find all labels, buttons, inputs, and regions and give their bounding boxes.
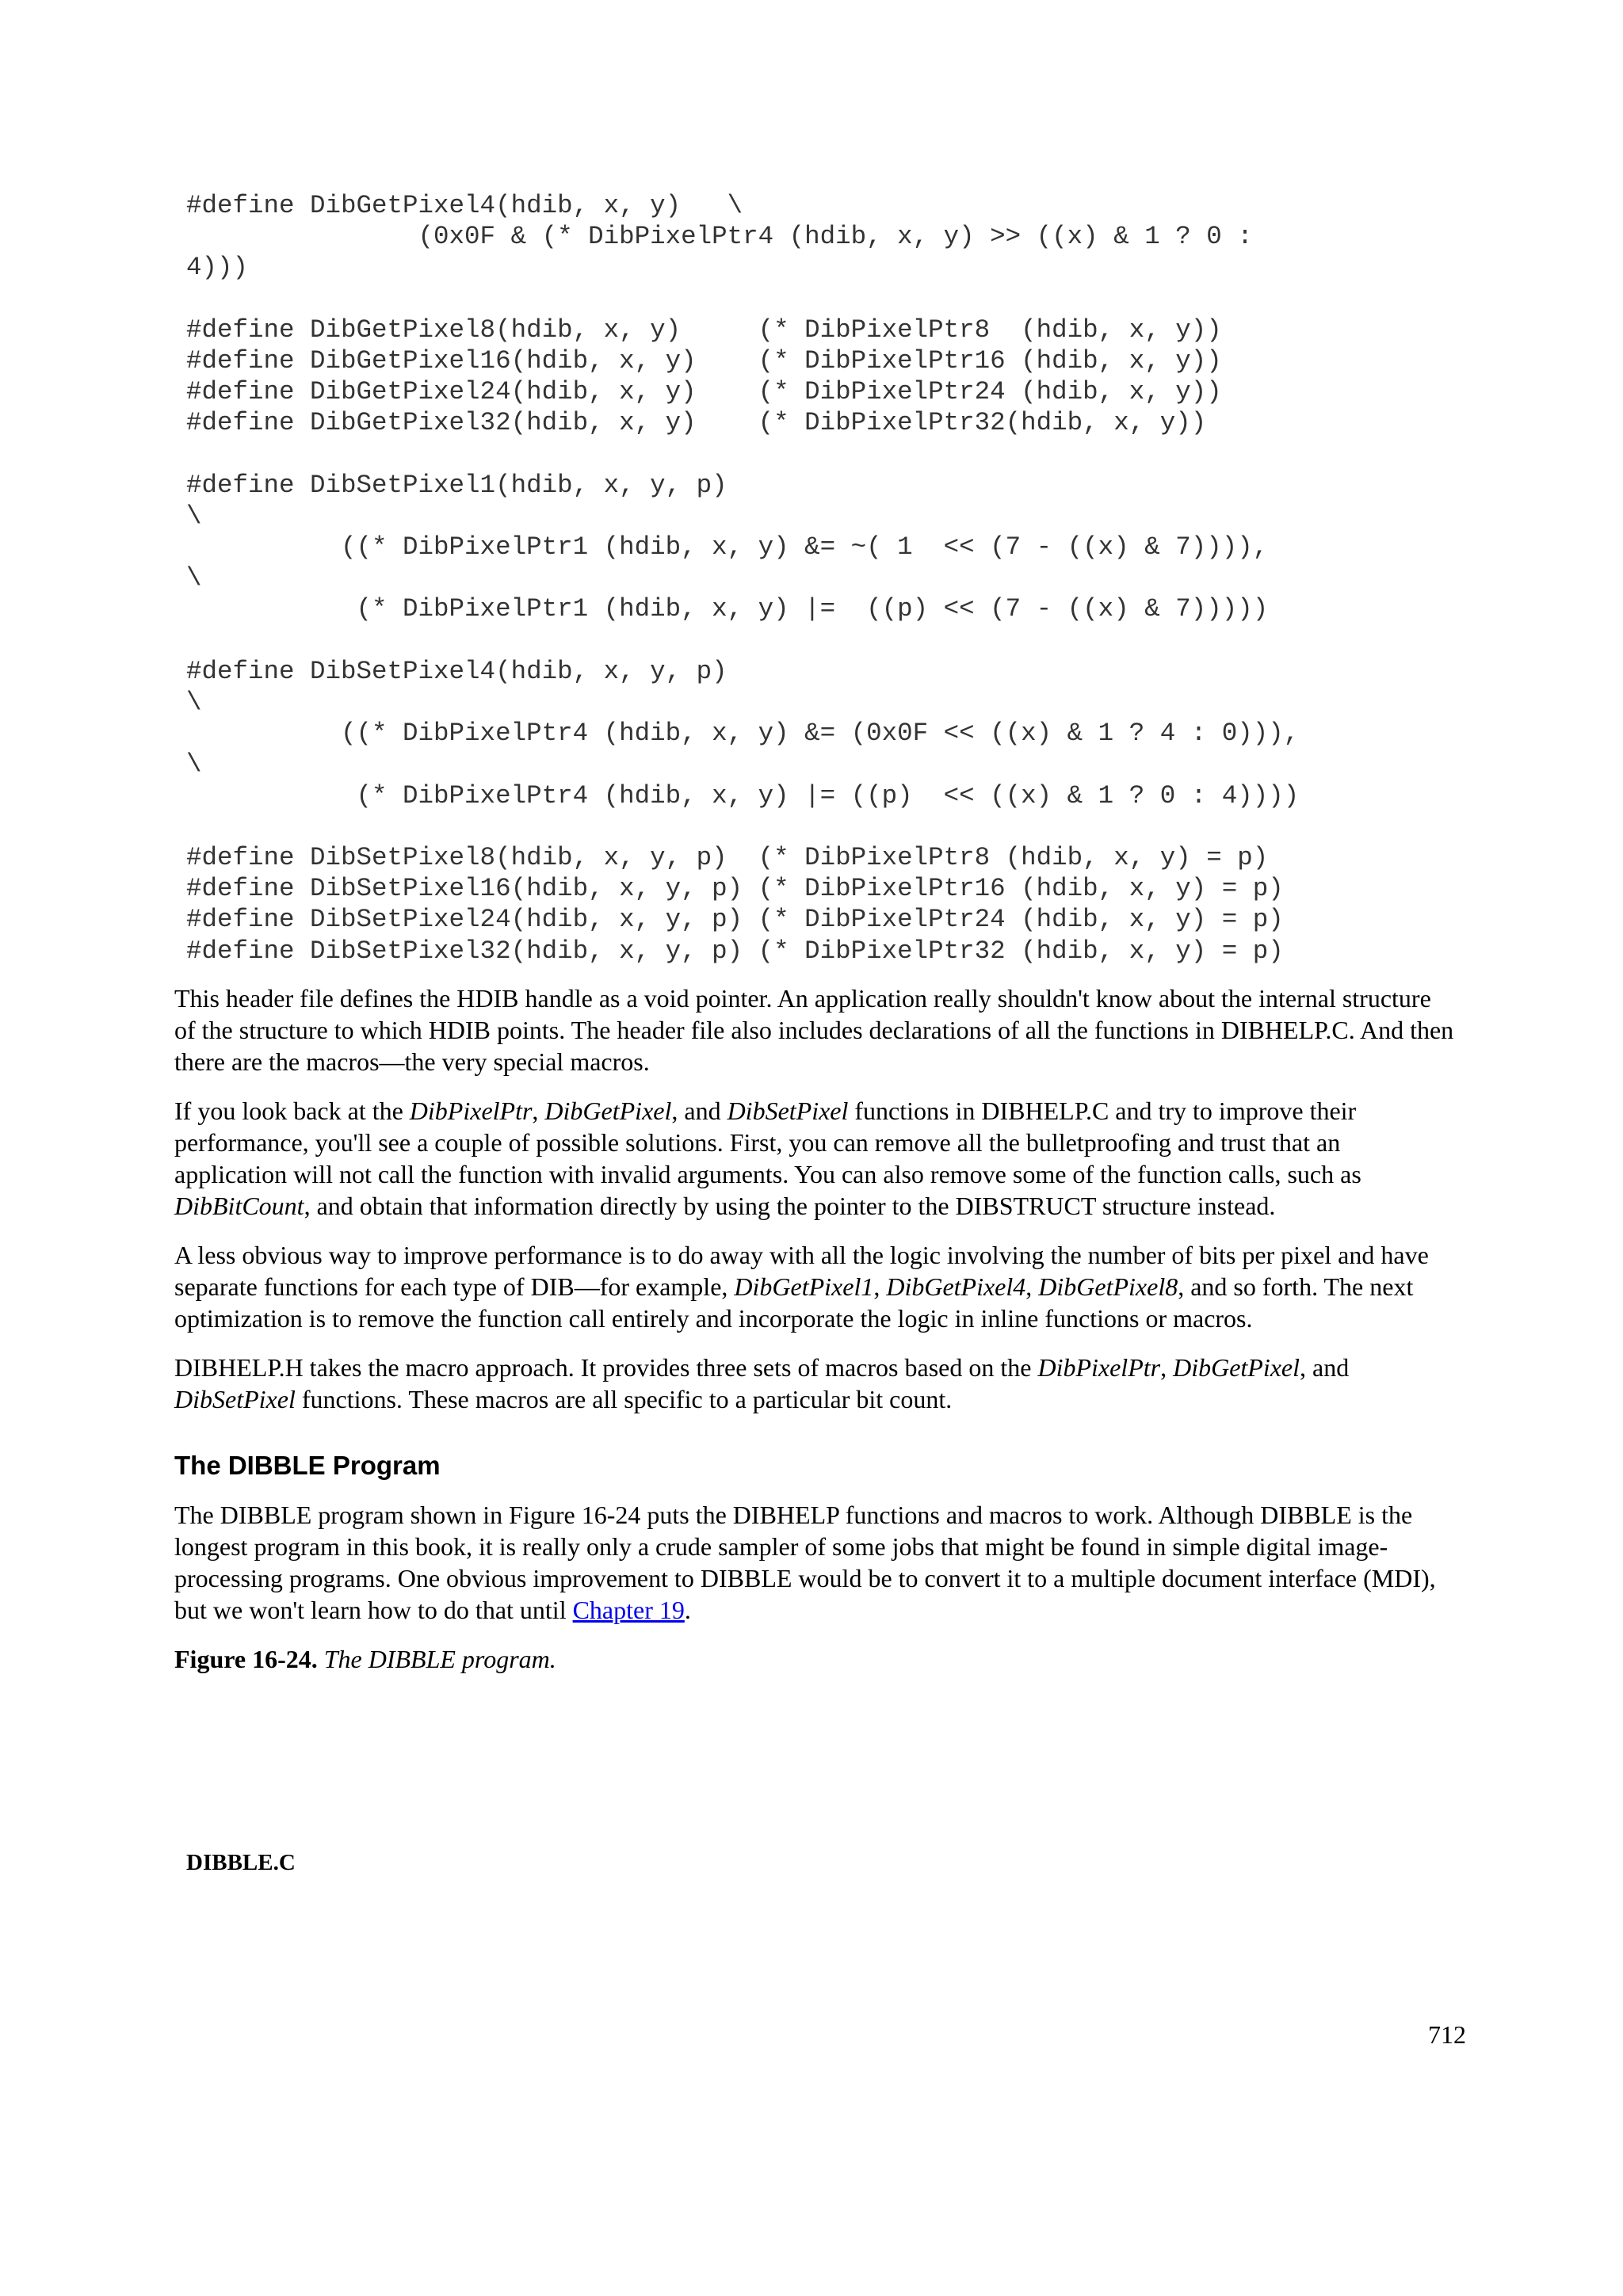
function-name: DibGetPixel1 <box>734 1272 874 1301</box>
code-line: #define DibGetPixel24(hdib, x, y) (* DibPixelPtr24 (hdib, x, y)) <box>186 377 1222 407</box>
function-name: DibPixelPtr <box>1037 1353 1161 1382</box>
function-name: DibGetPixel8 <box>1038 1272 1178 1301</box>
function-name: DibSetPixel <box>174 1385 296 1413</box>
chapter-19-link[interactable]: Chapter 19 <box>572 1596 685 1624</box>
function-name: DibPixelPtr <box>409 1097 533 1125</box>
function-name: DibGetPixel <box>1173 1353 1300 1382</box>
code-line <box>186 625 1299 656</box>
function-name: DibBitCount <box>174 1192 304 1220</box>
code-line: #define DibGetPixel4(hdib, x, y) \ <box>186 191 743 220</box>
code-line: #define DibSetPixel16(hdib, x, y, p) (* DibPixelPtr16 (hdib, x, y) = p) <box>186 874 1284 904</box>
code-listing <box>186 190 1299 967</box>
code-line: #define DibGetPixel8(hdib, x, y) (* DibPixelPtr8 (hdib, x, y)) <box>186 315 1222 345</box>
code-line: \ <box>186 501 202 531</box>
body-text <box>174 982 1458 1692</box>
listing-title: DIBBLE.C <box>186 1850 296 1875</box>
code-line: \ <box>186 688 202 717</box>
code-line: (0x0F & (* DibPixelPtr4 (hdib, x, y) >> ((x) & 1 ? 0 : <box>186 222 1253 252</box>
code-line: ((* DibPixelPtr1 (hdib, x, y) &= ~( 1 << (7 - ((x) & 7)))), <box>186 532 1269 563</box>
paragraph: DIBHELP.H takes the macro approach. It provides three sets of macros based on the DibPixelPtr, DibGetPixel, and DibSetPixel functions. These macros are all specific to a particular bit count. <box>174 1353 1350 1413</box>
paragraph: This header file defines the HDIB handle as a void pointer. An application really shouldn't know about the internal structure of the structure to which HDIB points. The header file also includes declarations of all the functions in DIBHELP.C. And then there are the macros—the very special macros. <box>174 984 1454 1076</box>
code-line: \ <box>186 749 202 780</box>
code-line: #define DibSetPixel8(hdib, x, y, p) (* DibPixelPtr8 (hdib, x, y) = p) <box>186 842 1269 872</box>
code-line <box>186 439 1299 470</box>
code-line: \ <box>186 563 202 593</box>
function-name: DibSetPixel <box>727 1097 849 1125</box>
figure-label: Figure 16-24. <box>174 1645 318 1673</box>
paragraph: A less obvious way to improve performance is to do away with all the logic involving the number of bits per pixel and have separate functions for each type of DIB—for example, DibGetPixel1, DibGetPixel4, DibGetPixel8, and so forth. The next optimization is to remove the function call entirely and incorporate the logic in inline functions or macros. <box>174 1241 1429 1333</box>
function-name: DibGetPixel4 <box>886 1272 1026 1301</box>
code-line: #define DibSetPixel1(hdib, x, y, p) <box>186 470 727 500</box>
function-name: DibGetPixel <box>544 1097 672 1125</box>
paragraph: If you look back at the DibPixelPtr, DibGetPixel, and DibSetPixel functions in DIBHELP.C and try to improve their performance, you'll see a couple of possible solutions. First, you can remove all the bulletproofing and trust that an application will not call the function with invalid arguments. You can also remove some of the function calls, such as DibBitCount, and obtain that information directly by using the pointer to the DIBSTRUCT structure instead. <box>174 1097 1361 1220</box>
code-line: #define DibSetPixel4(hdib, x, y, p) <box>186 656 727 686</box>
code-line: #define DibGetPixel16(hdib, x, y) (* DibPixelPtr16 (hdib, x, y)) <box>186 345 1222 376</box>
figure-caption <box>174 1643 1458 1675</box>
page-number: 712 <box>1428 2020 1466 2049</box>
code-line: #define DibGetPixel32(hdib, x, y) (* DibPixelPtr32(hdib, x, y)) <box>186 408 1207 438</box>
code-line: #define DibSetPixel24(hdib, x, y, p) (* DibPixelPtr24 (hdib, x, y) = p) <box>186 905 1284 935</box>
code-line: (* DibPixelPtr1 (hdib, x, y) |= ((p) << (7 - ((x) & 7))))) <box>186 594 1269 624</box>
code-line: #define DibSetPixel32(hdib, x, y, p) (* DibPixelPtr32 (hdib, x, y) = p) <box>186 936 1284 966</box>
code-line <box>186 811 1299 842</box>
code-line: 4))) <box>186 253 249 283</box>
code-line: (* DibPixelPtr4 (hdib, x, y) |= ((p) << ((x) & 1 ? 0 : 4)))) <box>186 780 1300 810</box>
code-line: ((* DibPixelPtr4 (hdib, x, y) &= (0x0F << ((x) & 1 ? 4 : 0))), <box>186 719 1300 749</box>
paragraph: The DIBBLE program shown in Figure 16-24 puts the DIBHELP functions and macros to work. Although DIBBLE is the longest program in this book, it is really only a crude sampler of some jobs that might be found in simple digital image-processing programs. One obvious improvement to DIBBLE would be to convert it to a multiple document interface (MDI), but we won't learn how to do that until Chapter 19. <box>174 1501 1436 1624</box>
code-line <box>186 284 1299 315</box>
figure-title: The DIBBLE program. <box>323 1645 556 1673</box>
section-heading: The DIBBLE Program <box>174 1451 441 1480</box>
